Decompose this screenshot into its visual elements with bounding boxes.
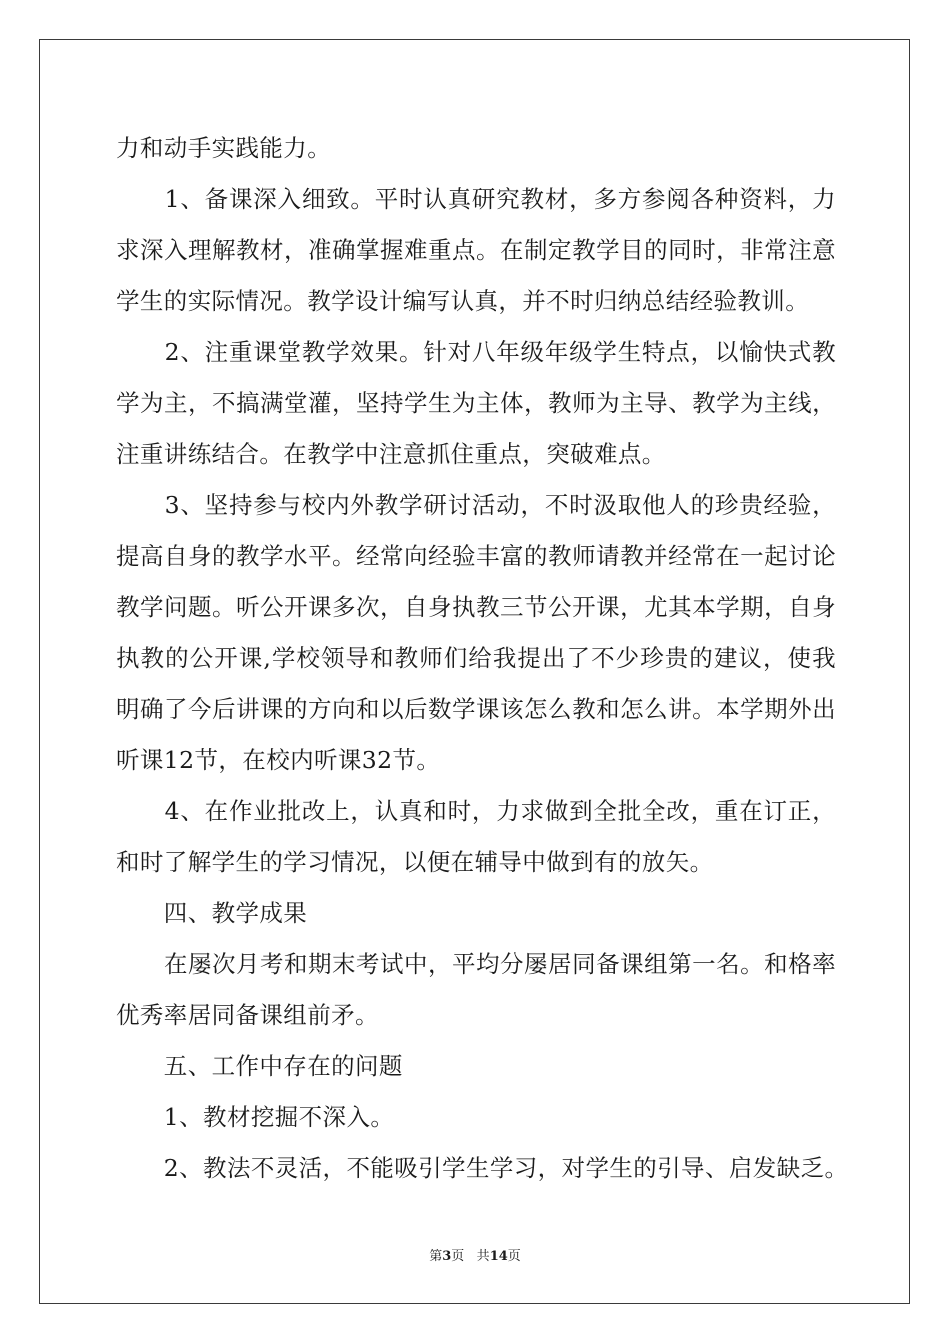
text-line: 优秀率居同备课组前矛。 [116, 1001, 379, 1029]
text-line: 提高自身的教学水平。经常向经验丰富的教师请教并经常在一起讨论 [116, 542, 836, 570]
text-line: 教学问题。听公开课多次，自身执教三节公开课，尤其本学期，自身 [116, 593, 836, 621]
section-heading: 五、工作中存在的问题 [116, 1052, 403, 1080]
text-line: 1、教材挖掘不深入。 [116, 1103, 395, 1131]
text-line: 2、注重课堂教学效果。针对八年级年级学生特点，以愉快式教 [116, 338, 836, 366]
text-line: 学为主，不搞满堂灌，坚持学生为主体，教师为主导、教学为主线， [116, 389, 836, 417]
text-line: 4、在作业批改上，认真和时，力求做到全批全改，重在订正， [116, 797, 836, 825]
text-line: 力和动手实践能力。 [116, 134, 332, 162]
text-line: 求深入理解教材，准确掌握难重点。在制定教学目的同时，非常注意 [116, 236, 836, 264]
text-line: 听课12节，在校内听课32节。 [116, 746, 441, 774]
total-prefix: 共 [476, 1249, 490, 1264]
text-line: 学生的实际情况。教学设计编写认真，并不时归纳总结经验教训。 [116, 287, 810, 315]
total-unit: 页 [507, 1249, 521, 1264]
text-line: 和时了解学生的学习情况，以便在辅导中做到有的放矢。 [116, 848, 714, 876]
text-line: 2、教法不灵活，不能吸引学生学习，对学生的引导、启发缺乏。 [116, 1154, 849, 1182]
page-prefix: 第 [429, 1249, 443, 1264]
text-line: 明确了今后讲课的方向和以后数学课该怎么教和怎么讲。本学期外出 [116, 695, 836, 723]
page-total: 14 [489, 1249, 508, 1264]
page-footer [0, 1248, 950, 1266]
section-heading: 四、教学成果 [116, 899, 308, 927]
text-line: 注重讲练结合。在教学中注意抓住重点，突破难点。 [116, 440, 666, 468]
text-line: 3、坚持参与校内外教学研讨活动，不时汲取他人的珍贵经验， [116, 491, 836, 519]
text-line: 执教的公开课,学校领导和教师们给我提出了不少珍贵的建议，使我 [116, 644, 836, 672]
text-line: 1、备课深入细致。平时认真研究教材，多方参阅各种资料，力 [116, 185, 836, 213]
page-unit: 页 [451, 1249, 465, 1264]
text-line: 在屡次月考和期末考试中，平均分屡居同备课组第一名。和格率 [116, 950, 836, 978]
page-current: 3 [442, 1249, 452, 1264]
